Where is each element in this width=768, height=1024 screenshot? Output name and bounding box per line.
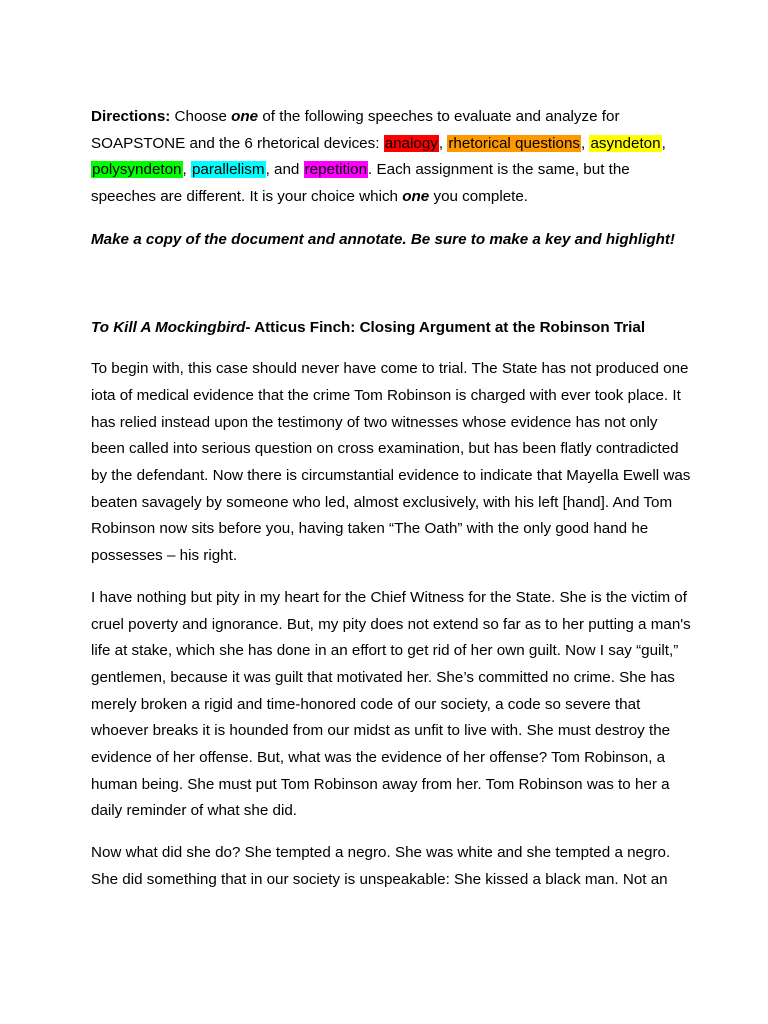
directions-text: Choose bbox=[170, 108, 232, 125]
speech-title bbox=[91, 315, 691, 342]
highlight-asyndeton: asyndeton bbox=[590, 134, 661, 152]
speech-paragraph-2: I have nothing but pity in my heart for the Chief Witness for the State. She is the victim of cruel poverty and ignorance. But, my pity does not extend so far as to her putting a man's life at stake, which she has done in an effort to get rid of her own guilt. Now I say “guilt,” gentlemen, because it was guilt that motivated her. She’s committed no crime. She has merely broken a rigid and time-honored code of our society, a code so severe that whoever breaks it is hounded from our midst as unfit to live with. She must destroy the evidence of her offense. But, what was the evidence of her offense? Tom Robinson, a human being. She must put Tom Robinson away from her. Tom Robinson was to her a daily reminder of what she did. bbox=[91, 588, 691, 820]
speech-paragraph-3: Now what did she do? She tempted a negro. She was white and she tempted a negro. She did something that in our society is unspeakable: She kissed a black man. Not an bbox=[91, 844, 671, 888]
separator: , bbox=[438, 134, 448, 152]
directions-text: . Each assignment is the same, but the speeches are different. It is your choice which bbox=[91, 161, 630, 206]
directions-paragraph bbox=[91, 104, 691, 211]
speech-paragraph-1: To begin with, this case should never have come to trial. The State has not produced one iota of medical evidence that the crime Tom Robinson is charged with ever took place. It has relied instead upon the testimony of two witnesses whose evidence has not only been called into serious question on cross examination, but has been flatly contradicted by the defendant. Now there is circumstantial evidence to indicate that Mayella Ewell was beaten savagely by someone who led, almost exclusively, with his left [hand]. And Tom Robinson now sits before you, having taken “The Oath” with the only good hand he possesses – his right. bbox=[91, 360, 691, 565]
highlight-parallelism: parallelism bbox=[191, 161, 265, 179]
directions-text: of the following speeches to evaluate and analyze for SOAPSTONE and the 6 rhetorical devices: bbox=[91, 108, 620, 152]
highlight-analogy: analogy bbox=[384, 134, 438, 152]
separator: , and bbox=[265, 161, 304, 179]
highlight-rhetorical-questions: rhetorical questions bbox=[448, 134, 581, 152]
separator: , bbox=[661, 134, 666, 152]
emphasis-one: one bbox=[402, 188, 430, 206]
speech-title-book: To Kill A Mockingbird bbox=[91, 318, 246, 336]
highlight-repetition: repetition bbox=[304, 161, 368, 179]
separator: , bbox=[182, 161, 191, 179]
highlight-polysyndeton: polysyndeton bbox=[92, 161, 182, 179]
emphasis-one: one bbox=[231, 108, 259, 125]
directions-label: Directions: bbox=[91, 108, 171, 125]
directions-text: you complete. bbox=[429, 188, 529, 206]
instruction-note: Make a copy of the document and annotate. Be sure to make a key and highlight! bbox=[91, 230, 675, 248]
separator: , bbox=[581, 134, 590, 152]
document-page bbox=[91, 104, 691, 894]
speech-title-rest: - Atticus Finch: Closing Argument at the Robinson Trial bbox=[245, 318, 646, 336]
